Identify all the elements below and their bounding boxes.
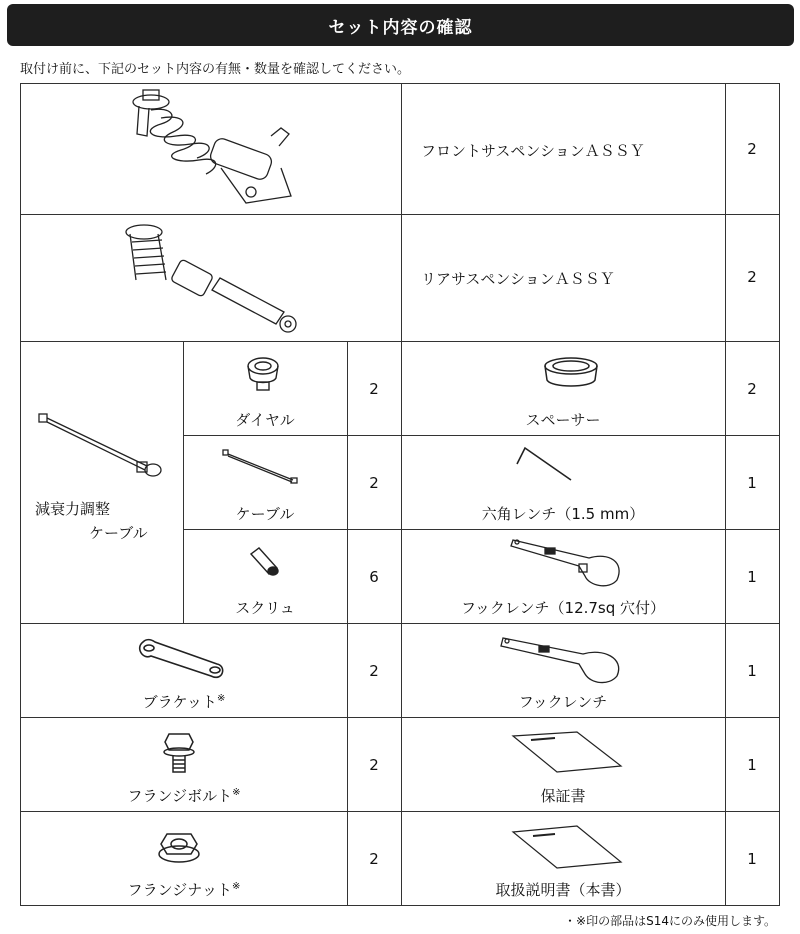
item-qty-flange-nut: 2 [369,850,379,868]
row-divider [21,623,779,624]
screw-illustration [247,546,281,580]
s14-mark: ※ [231,881,241,892]
item-qty-cable: 2 [369,474,379,492]
item-name-hex-wrench: 六角レンチ（1.5 mm） [481,505,645,523]
item-qty-hook-wrench-hole: 1 [747,568,757,586]
footnote: ・※印の部品はS14にのみ使用します。 [564,914,776,928]
item-name-bracket [21,691,347,712]
col-divider [725,84,726,905]
item-qty-front-suspension: 2 [747,140,757,158]
intro-text: 取付け前に、下記のセット内容の有無・数量を確認してください。 [20,62,411,77]
item-name-flange-nut-text: フランジナット [127,881,232,899]
col-divider [347,623,348,905]
manual-illustration [511,824,623,870]
item-qty-spacer: 2 [747,380,757,398]
hex-wrench-illustration [515,444,575,484]
item-qty-bracket: 2 [369,662,379,680]
flange-nut-illustration [157,826,201,866]
spacer-illustration [541,356,601,392]
hook-wrench-hole-illustration [509,532,629,592]
damping-cable-illustration [37,404,167,484]
item-qty-warranty: 1 [747,756,757,774]
flange-bolt-illustration [161,730,197,776]
damping-cable-label-line1: 減衰力調整 [35,500,111,518]
item-name-cable: ケーブル [235,505,295,523]
item-qty-dial: 2 [369,380,379,398]
cable-illustration [221,446,301,486]
s14-mark: ※ [216,693,226,704]
item-qty-flange-bolt: 2 [369,756,379,774]
col-divider [183,341,184,623]
item-name-rear-suspension: リアサスペンションＡＳＳＹ [421,270,615,288]
section-header [7,4,794,46]
item-qty-screw: 6 [369,568,379,586]
col-divider [401,84,402,905]
item-name-spacer: スペーサー [525,411,601,429]
bracket-illustration [137,638,227,682]
damping-cable-label-line2: ケーブル [89,524,148,542]
item-name-hook-wrench: フックレンチ [518,693,608,711]
item-name-hook-wrench-hole: フックレンチ（12.7sq 穴付） [460,599,666,617]
row-divider [183,435,779,436]
section-title: セット内容の確認 [328,17,473,38]
item-name-flange-bolt-text: フランジボルト [127,787,233,805]
hook-wrench-illustration [499,632,629,686]
item-qty-rear-suspension: 2 [747,268,757,286]
item-name-manual: 取扱説明書（本書） [495,881,631,899]
row-divider [21,214,779,215]
front-suspension-illustration [121,88,301,212]
col-divider [347,341,348,623]
item-name-warranty: 保証書 [540,787,586,805]
item-name-flange-nut [21,879,347,900]
dial-illustration [243,354,283,394]
item-name-dial: ダイヤル [235,411,295,429]
row-divider [183,529,779,530]
item-qty-manual: 1 [747,850,757,868]
item-name-flange-bolt [21,785,347,806]
row-divider [21,341,779,342]
s14-mark: ※ [232,787,241,798]
row-divider [21,811,779,812]
item-name-bracket-text: ブラケット [142,693,217,711]
row-divider [21,717,779,718]
parts-table [20,83,780,906]
item-qty-hex-wrench: 1 [747,474,757,492]
item-name-screw: スクリュ [235,599,295,617]
item-qty-hook-wrench: 1 [747,662,757,680]
warranty-illustration [511,730,623,774]
item-name-front-suspension: フロントサスペンションＡＳＳＹ [421,142,645,160]
rear-suspension-illustration [116,220,306,338]
